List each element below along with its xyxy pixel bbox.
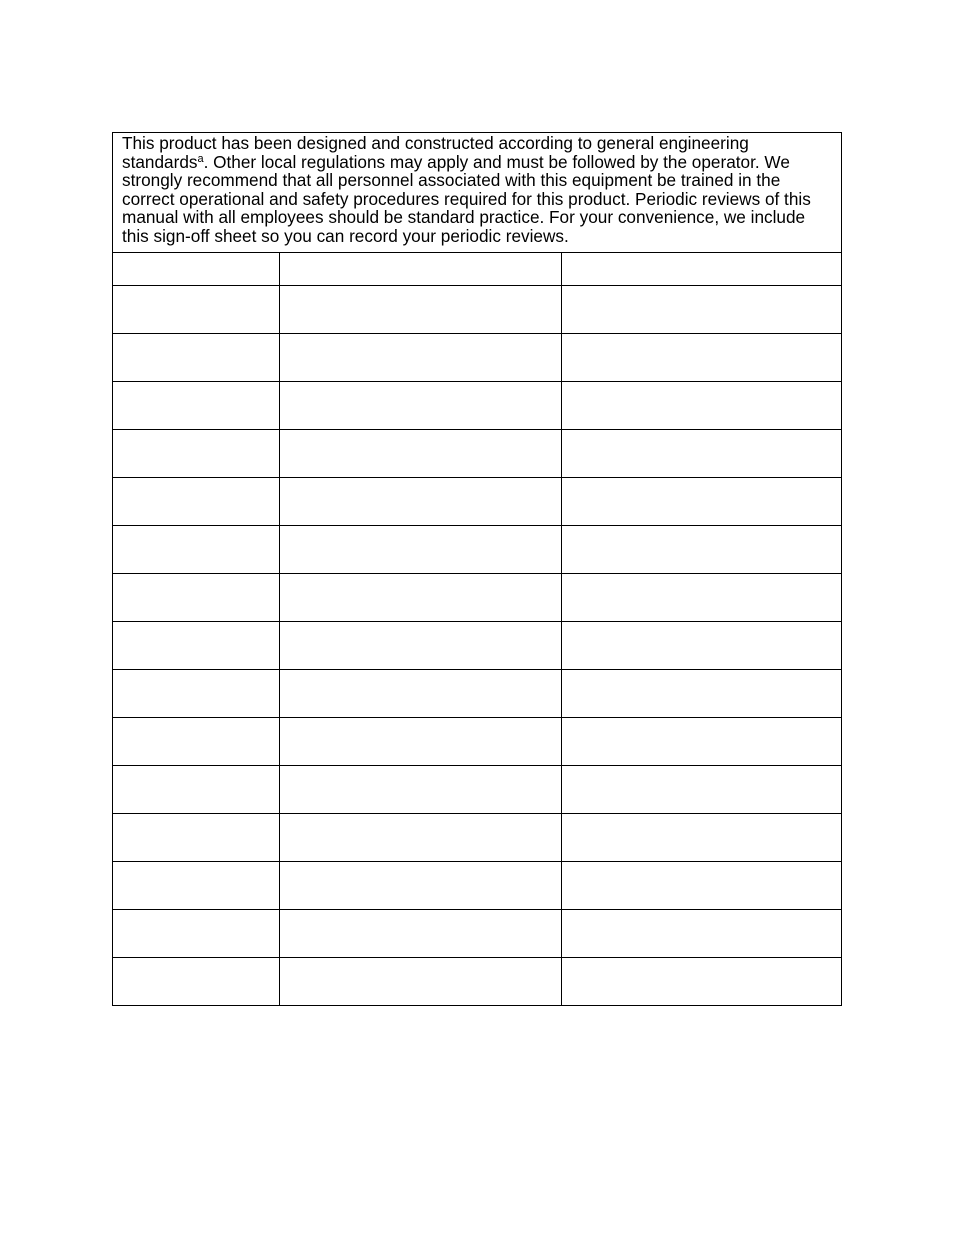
signoff-cell[interactable] — [113, 525, 280, 573]
header-cell — [561, 252, 841, 285]
signoff-row — [113, 669, 842, 717]
signoff-cell[interactable] — [280, 765, 561, 813]
signoff-cell[interactable] — [280, 573, 561, 621]
signoff-cell[interactable] — [561, 621, 841, 669]
signoff-cell[interactable] — [280, 429, 561, 477]
signoff-cell[interactable] — [561, 669, 841, 717]
signoff-cell[interactable] — [280, 333, 561, 381]
signoff-cell[interactable] — [561, 381, 841, 429]
signoff-cell[interactable] — [561, 429, 841, 477]
signoff-row — [113, 717, 842, 765]
signoff-cell[interactable] — [113, 669, 280, 717]
column-header-row — [113, 252, 842, 285]
signoff-row — [113, 429, 842, 477]
signoff-cell[interactable] — [561, 717, 841, 765]
header-cell — [280, 252, 561, 285]
signoff-row — [113, 333, 842, 381]
signoff-cell[interactable] — [561, 909, 841, 957]
signoff-cell[interactable] — [561, 957, 841, 1005]
signoff-cell[interactable] — [280, 813, 561, 861]
signoff-cell[interactable] — [280, 957, 561, 1005]
signoff-cell[interactable] — [280, 669, 561, 717]
signoff-cell[interactable] — [561, 525, 841, 573]
signoff-cell[interactable] — [561, 765, 841, 813]
signoff-cell[interactable] — [280, 717, 561, 765]
signoff-row — [113, 909, 842, 957]
signoff-cell[interactable] — [113, 477, 280, 525]
signoff-row — [113, 861, 842, 909]
signoff-row — [113, 957, 842, 1005]
signoff-cell[interactable] — [113, 717, 280, 765]
signoff-cell[interactable] — [113, 333, 280, 381]
signoff-cell[interactable] — [113, 573, 280, 621]
signoff-cell[interactable] — [113, 429, 280, 477]
signoff-cell[interactable] — [280, 285, 561, 333]
signoff-cell[interactable] — [113, 621, 280, 669]
signoff-cell[interactable] — [280, 477, 561, 525]
signoff-cell[interactable] — [113, 861, 280, 909]
intro-paragraph — [113, 133, 842, 253]
signoff-cell[interactable] — [280, 525, 561, 573]
signoff-cell[interactable] — [561, 861, 841, 909]
signoff-row — [113, 477, 842, 525]
intro-text-start: This product has been designed and constructed according to general engineering standards — [122, 133, 749, 172]
signoff-cell[interactable] — [113, 813, 280, 861]
intro-row — [113, 133, 842, 253]
intro-text-end: . Other local regulations may apply and must be followed by the operator. We strongly recommend that all personnel associated with this equipment be trained in the correct operational and safety procedures required for this product. Periodic reviews of this manual with all employees should be standard practice. For your convenience, we include this sign-off sheet so you can record your periodic reviews. — [122, 151, 811, 246]
signoff-row — [113, 285, 842, 333]
footnote-marker: a — [197, 152, 204, 165]
header-cell — [113, 252, 280, 285]
signoff-row — [113, 765, 842, 813]
signoff-cell[interactable] — [280, 861, 561, 909]
signoff-row — [113, 573, 842, 621]
signoff-cell[interactable] — [561, 477, 841, 525]
signoff-cell[interactable] — [561, 285, 841, 333]
signoff-cell[interactable] — [561, 573, 841, 621]
signoff-cell[interactable] — [561, 813, 841, 861]
signoff-sheet — [112, 132, 842, 1006]
signoff-row — [113, 525, 842, 573]
signoff-row — [113, 381, 842, 429]
signoff-cell[interactable] — [113, 909, 280, 957]
signoff-cell[interactable] — [280, 909, 561, 957]
signoff-row — [113, 813, 842, 861]
signoff-cell[interactable] — [561, 333, 841, 381]
signoff-cell[interactable] — [113, 285, 280, 333]
signoff-cell[interactable] — [280, 381, 561, 429]
signoff-cell[interactable] — [113, 381, 280, 429]
signoff-cell[interactable] — [113, 957, 280, 1005]
signoff-cell[interactable] — [280, 621, 561, 669]
signoff-row — [113, 621, 842, 669]
signoff-cell[interactable] — [113, 765, 280, 813]
